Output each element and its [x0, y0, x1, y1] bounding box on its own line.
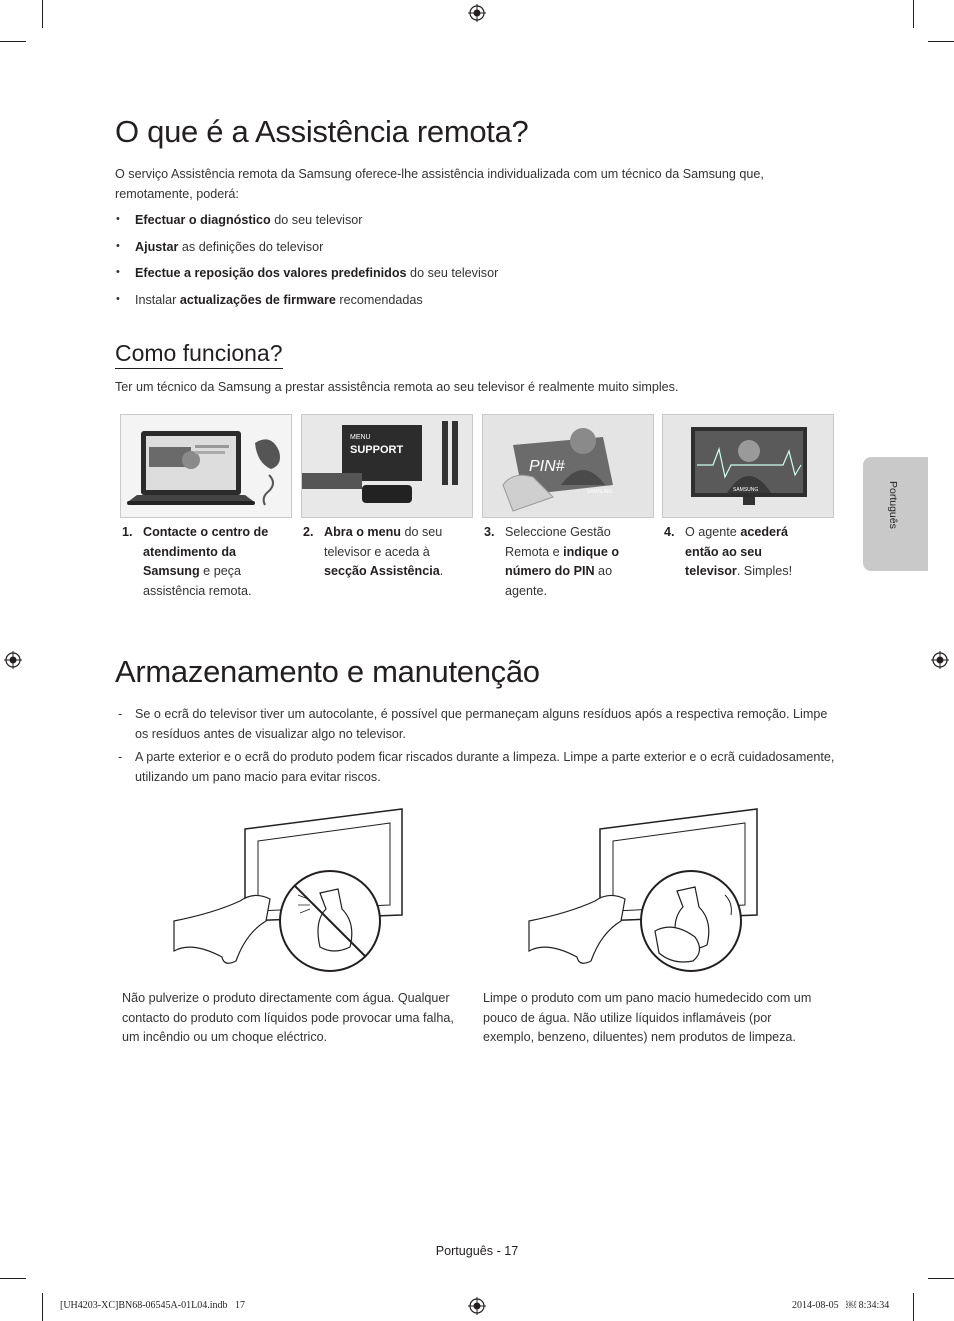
registration-mark-icon	[4, 651, 22, 669]
registration-mark-icon	[468, 1297, 486, 1315]
samsung-label: SAMSUNG	[587, 489, 613, 495]
crop-mark	[928, 41, 954, 42]
wipe-with-cloth-illustration	[525, 805, 765, 975]
how-it-works-intro: Ter um técnico da Samsung a prestar assistência remota ao seu televisor é realmente muito simples.	[115, 380, 679, 394]
maintenance-notes	[115, 705, 835, 791]
list-item: • Efectuar o diagnóstico do seu televisor	[115, 213, 715, 240]
list-item: • Efectue a reposição dos valores predefinidos do seu televisor	[115, 266, 715, 293]
section-title-storage-maintenance: Armazenamento e manutenção	[115, 654, 540, 689]
support-label: SUPPORT	[350, 444, 404, 456]
list-item: - A parte exterior e o ecrã do produto podem ficar riscados durante a limpeza. Limpe a parte exterior e o ecrã cuidadosamente, utilizando um pano macio para evitar riscos.	[115, 748, 835, 787]
step-4: 4. O agente acederá então ao seu televisor. Simples!	[664, 525, 793, 578]
registration-mark-icon	[468, 4, 486, 22]
list-item: - Se o ecrã do televisor tiver um autocolante, é possível que permaneçam alguns resíduos após a respectiva remoção. Limpe os resíduos antes de visualizar algo no televisor.	[115, 705, 835, 744]
file-info: [UH4203-XC]BN68-06545A-01L04.indb 17	[60, 1300, 245, 1311]
crop-mark	[0, 41, 26, 42]
crop-mark	[928, 1278, 954, 1279]
menu-label: MENU	[350, 434, 371, 441]
print-date: 2014-08-05 ￼ 8:34:34	[792, 1300, 890, 1311]
step-3: 3. Seleccione Gestão Remota e indique o número do PIN ao agente.	[484, 525, 620, 598]
intro-paragraph: O serviço Assistência remota da Samsung oferece-lhe assistência individualizada com um técnico da Samsung que, remotamente, poderá:	[115, 167, 764, 201]
crop-mark	[913, 1293, 914, 1321]
caption-do-not-spray: Não pulverize o produto directamente com água. Qualquer contacto do produto com líquidos pode provocar uma falha, um incêndio ou um choque eléctrico.	[122, 991, 454, 1044]
pin-label: PIN#	[529, 458, 565, 475]
samsung-label: SAMSUNG	[733, 487, 759, 493]
section-title-how-it-works: Como funciona?	[115, 340, 283, 369]
language-side-tab: Português	[863, 457, 928, 571]
agent-tv-illustration	[662, 414, 834, 518]
tv-menu-support-illustration	[301, 414, 473, 518]
list-item: • Instalar actualizações de firmware recomendadas	[115, 293, 715, 320]
do-not-spray-illustration	[170, 805, 410, 975]
feature-list	[115, 213, 715, 319]
crop-mark	[913, 0, 914, 28]
laptop-phone-illustration	[120, 414, 292, 518]
step-1: 1. Contacte o centro de atendimento da Samsung e peça assistência remota.	[122, 525, 269, 598]
page-number: Português - 17	[435, 1244, 519, 1258]
step-2: 2. Abra o menu do seu televisor e aceda à secção Assistência.	[303, 525, 444, 578]
section-title-remote-assistance: O que é a Assistência remota?	[115, 114, 529, 149]
crop-mark	[42, 0, 43, 28]
caption-wipe-with-cloth: Limpe o produto com um pano macio humedecido com um pouco de água. Não utilize líquidos inflamáveis (por exemplo, benzeno, diluentes) nem produtos de limpeza.	[483, 991, 812, 1044]
list-item: • Ajustar as definições do televisor	[115, 240, 715, 267]
crop-mark	[42, 1293, 43, 1321]
crop-mark	[0, 1278, 26, 1279]
pin-agent-illustration	[482, 414, 654, 518]
registration-mark-icon	[931, 651, 949, 669]
